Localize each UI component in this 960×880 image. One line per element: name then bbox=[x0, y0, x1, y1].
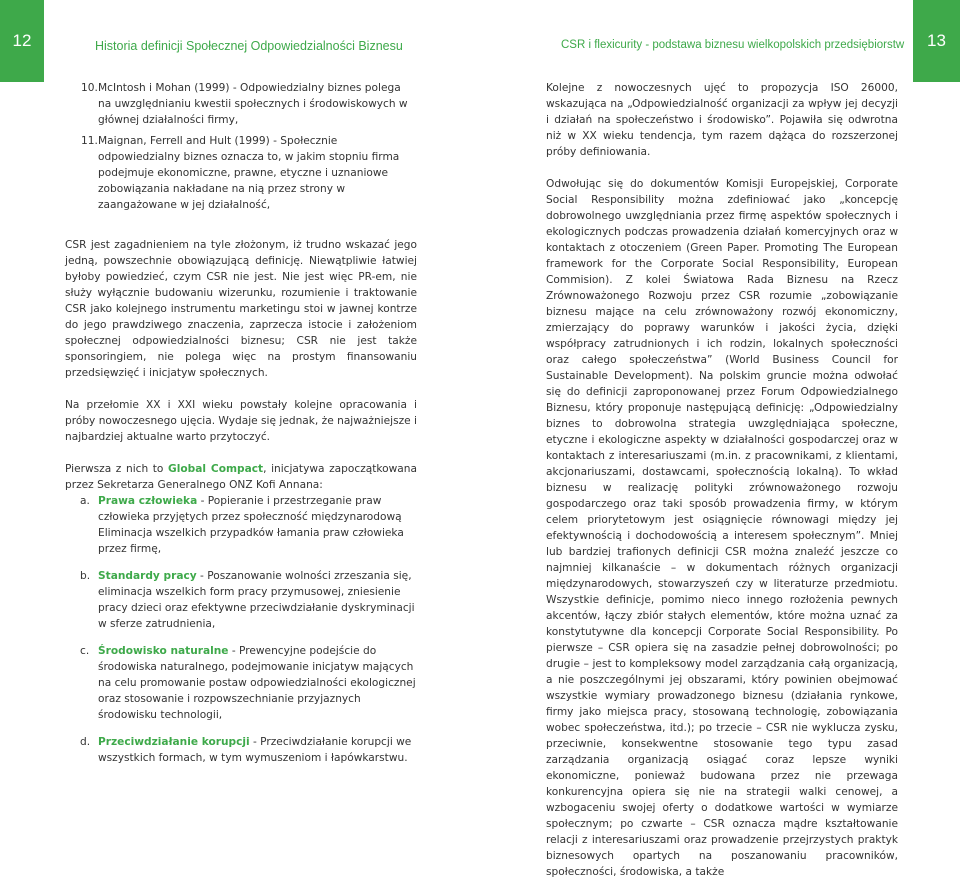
page-number-right: 13 bbox=[913, 0, 960, 82]
list-item-labour-standards bbox=[65, 568, 417, 632]
paragraph-definitions: Odwołując się do dokumentów Komisji Europejskiej, Corporate Social Responsibility można zdefiniować jako „koncepcję dobrowolnego uwzględniania przez firmę aspektów społecznych i ekologicznych podczas prowadzenia działań komercyjnych oraz w kontaktach z otoczeniem (Green Paper. Promoting The European framework for the Corporate Social Responsibility, European Commision). Z kolei Światowa Rada Biznesu na Rzecz Zrównoważonego Rozwoju przez CSR rozumie „zobowiązanie biznesu mające na celu zrównoważony rozwój ekonomiczny, zmierzający do poprawy warunków i jakości życia, dzięki współpracy zatrudnionych i ich rodzin, lokalnych społeczności oraz całego społeczeństwa” (World Business Council for Sustainable Development). Na polskim gruncie można odwołać się do definicji zaproponowanej przez Forum Odpowiedzialnego Biznesu, który proponuje następującą definicję: „Odpowiedzialny biznes to dobrowolna strategia uwzględniająca społeczne, etyczne i ekologiczne aspekty w działalności gospodarczej oraz w kontaktach z interesariuszami (m.in. z pracownikami, z klientami, akcjonariuszami, dostawcami, społecznością lokalną). To wkład biznesu w realizację polityki zrównoważonego rozwoju gospodarczego oraz taki sposób prowadzenia firmy, w którym celem priorytetowym jest osiągnięcie równowagi między jej efektywnością i dochodowością a interesem społecznym”. Mniej lub bardziej trafionych definicji CSR można znaleźć jeszcze co najmniej kilkanaście – w dokumentach różnych organizacji międzynarodowych, stowarzyszeń czy w literaturze przedmiotu. Wszystkie definicje, pomimo nieco innego rozłożenia pewnych akcentów, łączy zbiór stałych elementów, które można uznać za konstytutywne dla koncepcji Corporate Social Responsibility. Po pierwsze – CSR opiera się na zasadzie pełnej dobrowolności; po drugie – jest to kompleksowy model zarządzania całą organizacją, a nie poszczególnymi jej obszarami, który powinien obejmować wszystkie wymiary prowadzonego biznesu (działania rynkowe, firmy jako miejsca pracy, stosowaną technologię, zobowiązania wobec społeczeństwa, itd.); po trzecie – CSR nie wyklucza zysku, przeciwnie, konsekwentne stosowanie tego typu zasad zarządzania organizacją osiągać coraz lepsze wyniki ekonomiczne, ponieważ budowana przez nie przewaga konkurencyjna opiera się nie na strategii walki cenowej, a wzbogaceniu swojej oferty o dodatkowe wartości w wymiarze społecznym; po czwarte – CSR oznacza mądre kształtowanie relacji z interesariuszami oraz prowadzenie przejrzystych praktyk biznesowych opartych na poszanowaniu pracowników, społeczności, środowiska, a także bbox=[546, 178, 898, 878]
text: , inicjatywa zapoczątkowana przez Sekretarza Generalnego ONZ Kofi Annana: bbox=[65, 463, 417, 491]
text: Pierwsza z nich to bbox=[65, 463, 169, 475]
left-column bbox=[65, 80, 417, 766]
definition-item-11 bbox=[65, 133, 417, 213]
list-text: - Poszanowanie wolności zrzeszania się, eliminacja wszelkich form pracy przymusowej, zniesienie pracy dzieci oraz efektywne przeciwdziałanie dyskryminacji w sferze zatrudnienia, bbox=[98, 570, 415, 630]
list-item-human-rights bbox=[65, 493, 417, 557]
item-number: 11. bbox=[81, 135, 98, 147]
right-column bbox=[546, 80, 898, 880]
list-text: - Przeciwdziałanie korupcji we wszystkich formach, w tym wymuszeniom i łapówkarstwu. bbox=[98, 736, 412, 764]
running-title-right: CSR i flexicurity - podstawa biznesu wielkopolskich przedsiębiorstw bbox=[561, 39, 905, 51]
list-highlight: Prawa człowieka bbox=[98, 495, 198, 507]
definition-item-10 bbox=[65, 80, 417, 128]
running-title-left: Historia definicji Społecznej Odpowiedzialności Biznesu bbox=[95, 39, 403, 53]
list-text: - Prewencyjne podejście do środowiska naturalnego, podejmowanie inicjatyw mających na celu promowanie postaw odpowiedzialności ekologicznej oraz stosowanie i rozpowszechnianie przyjaznych środowisku technologii, bbox=[98, 645, 416, 721]
global-compact-highlight: Global Compact bbox=[168, 463, 264, 475]
list-highlight: Przeciwdziałanie korupcji bbox=[98, 736, 250, 748]
list-item-anti-corruption bbox=[65, 734, 417, 766]
page-header bbox=[0, 0, 960, 80]
list-letter: d. bbox=[80, 736, 91, 748]
paragraph-iso-26000: Kolejne z nowoczesnych ujęć to propozycja ISO 26000, wskazująca na „Odpowiedzialność organizacji za wpływ jej decyzji i działań na społeczeństwo i środowisko”. Pojawiła się odwrotna niż w XX wieku tendencja, tym razem dążąca do rozszerzonej próby definiowania. bbox=[546, 82, 898, 158]
list-letter: b. bbox=[80, 570, 91, 582]
page-number-left: 12 bbox=[0, 0, 44, 82]
paragraph-global-compact bbox=[65, 461, 417, 493]
list-highlight: Środowisko naturalne bbox=[98, 645, 229, 657]
item-text: McIntosh i Mohan (1999) - Odpowiedzialny biznes polega na uwzględnianiu kwestii społecznych i środowiskowych w głównej działalności firmy, bbox=[98, 82, 408, 126]
paragraph-csr-complex: CSR jest zagadnieniem na tyle złożonym, iż trudno wskazać jego jedną, powszechnie obowiązującą definicję. Niewątpliwie łatwiej byłoby powiedzieć, czym CSR nie jest. Nie jest więc PR-em, nie służy wyłącznie budowaniu wizerunku, rozumienie i traktowanie CSR jako kolejnego instrumentu marketingu stoi w jawnej kontrze do jego prawdziwego znaczenia, zaprzecza istocie i założeniom społecznej odpowiedzialności biznesu; CSR nie jest także sponsoringiem, nie polega więc na prostym finansowaniu przedsięwzięć i inicjatyw społecznych. bbox=[65, 239, 417, 379]
paragraph-turn-of-century: Na przełomie XX i XXI wieku powstały kolejne opracowania i próby nowoczesnego ujęcia. Wydaje się jednak, że najważniejsze i najbardziej aktualne warto przytoczyć. bbox=[65, 399, 417, 443]
list-item-environment bbox=[65, 643, 417, 723]
list-text: - Popieranie i przestrzeganie praw człowieka przyjętych przez społeczność międzynarodową Eliminacja wszelkich przypadków łamania praw człowieka przez firmę, bbox=[98, 495, 404, 555]
list-letter: c. bbox=[80, 645, 90, 657]
list-letter: a. bbox=[80, 495, 90, 507]
item-text: Maignan, Ferrell and Hult (1999) - Społecznie odpowiedzialny biznes oznacza to, w jakim stopniu firma podejmuje ekonomiczne, prawne, etyczne i uznaniowe zobowiązania nakładane na nią przez strony w zaangażowane w jej działalność, bbox=[98, 135, 400, 211]
item-number: 10. bbox=[81, 82, 98, 94]
list-highlight: Standardy pracy bbox=[98, 570, 197, 582]
